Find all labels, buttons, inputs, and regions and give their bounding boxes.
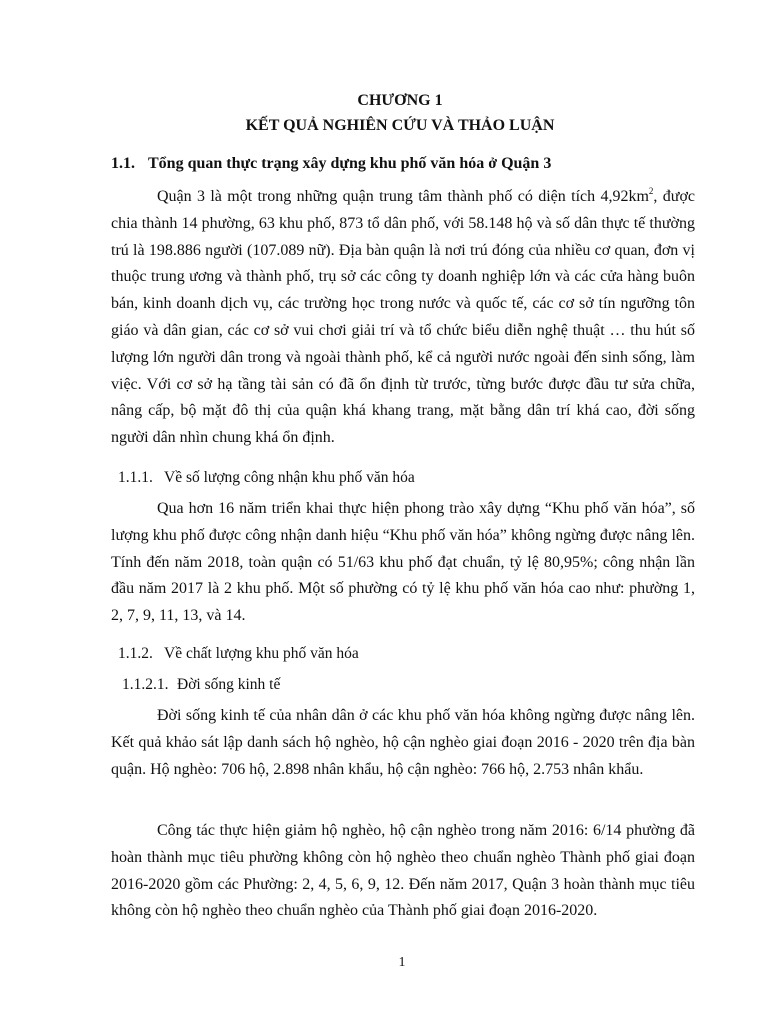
section-heading-1-1-2 (118, 645, 359, 663)
section-title: Đời sống kinh tế (177, 676, 281, 693)
section-heading-1-1-1 (118, 469, 415, 487)
paragraph-text: Quận 3 là một trong những quận trung tâm thành phố có diện tích 4,92km (157, 188, 649, 205)
section-heading-1-1-2-1 (122, 676, 280, 694)
section-number: 1.1.2. (118, 645, 153, 662)
chapter-number: CHƯƠNG 1 (357, 92, 443, 109)
section-number: 1.1.2.1. (122, 676, 169, 693)
paragraph-poverty-reduction: Công tác thực hiện giảm hộ nghèo, hộ cận nghèo trong năm 2016: 6/14 phường đã hoàn thành mục tiêu phường không còn hộ nghèo theo chuẩn nghèo Thành phố giai đoạn 2016-2020 gồm các Phường: 2, 4, 5, 6, 9, 12. Đến năm 2017, Quận 3 hoàn thành mục tiêu không còn hộ nghèo theo chuẩn nghèo của Thành phố giai đoạn 2016-2020. (111, 822, 695, 920)
paragraph-text-continued: , được chia thành 14 phường, 63 khu phố, 873 tổ dân phố, với 58.148 hộ và số dân thực tế thường trú là 198.886 người (107.089 nữ). Địa bàn quận là nơi trú đóng của nhiều cơ quan, đơn vị thuộc trung ương và thành phố, trụ sở các công ty doanh nghiệp lớn và các cửa hàng buôn bán, kinh doanh dịch vụ, các trường học trong nước và quốc tế, các cơ sở tín ngưỡng tôn giáo và dân gian, các cơ sở vui chơi giải trí và tổ chức biểu diễn nghệ thuật … thu hút số lượng lớn người dân trong và ngoài thành phố, kể cả người nước ngoài đến sinh sống, làm việc. Với cơ sở hạ tầng tài sản có đã ổn định từ trước, từng bước được đầu tư sửa chữa, nâng cấp, bộ mặt đô thị của quận khá khang trang, mặt bằng dân trí khá cao, đời sống người dân nhìn chung khá ổn định. (111, 188, 696, 447)
section-number: 1.1.1. (118, 469, 153, 486)
section-title: Về số lượng công nhận khu phố văn hóa (164, 469, 415, 486)
page-number: 1 (398, 955, 406, 970)
section-number: 1.1. (111, 155, 135, 172)
superscript: 2 (648, 186, 654, 196)
paragraph-economic-life: Đời sống kinh tế của nhân dân ở các khu phố văn hóa không ngừng được nâng lên. Kết quả khảo sát lập danh sách hộ nghèo, hộ cận nghèo giai đoạn 2016 - 2020 trên địa bàn quận. Hộ nghèo: 706 hộ, 2.898 nhân khẩu, hộ cận nghèo: 766 hộ, 2.753 nhân khẩu. (111, 707, 695, 778)
section-heading-1-1 (111, 155, 551, 173)
section-title: Về chất lượng khu phố văn hóa (164, 645, 359, 662)
chapter-title: KẾT QUẢ NGHIÊN CỨU VÀ THẢO LUẬN (245, 117, 555, 134)
paragraph-recognition-count: Qua hơn 16 năm triển khai thực hiện phong trào xây dựng “Khu phố văn hóa”, số lượng khu phố được công nhận danh hiệu “Khu phố văn hóa” không ngừng được nâng lên. Tính đến năm 2018, toàn quận có 51/63 khu phố đạt chuẩn, tỷ lệ 80,95%; công nhận lần đầu năm 2017 là 2 khu phố. Một số phường có tỷ lệ khu phố văn hóa cao như: phường 1, 2, 7, 9, 11, 13, và 14. (111, 500, 695, 625)
paragraph-district-overview (111, 184, 695, 452)
section-title: Tổng quan thực trạng xây dựng khu phố văn hóa ở Quận 3 (148, 155, 552, 172)
